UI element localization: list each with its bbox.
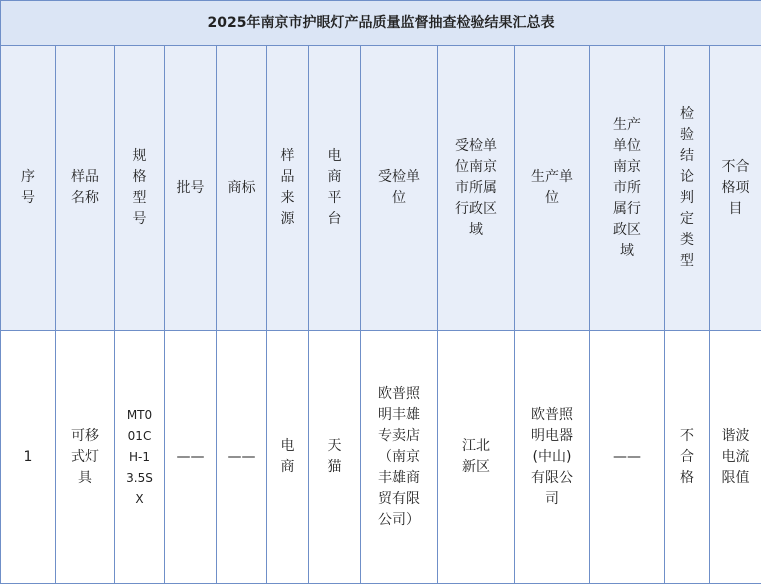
cell-trademark: —— — [227, 448, 256, 465]
cell-manufacturer: 欧普照明电器(中山)有限公司 — [531, 406, 573, 507]
cell-batch: —— — [176, 448, 205, 465]
table-cell — [267, 331, 309, 584]
cell-inspected-unit: 欧普照明丰雄专卖店（南京丰雄商贸有限公司） — [378, 385, 420, 528]
header-cell — [361, 46, 438, 331]
table-cell — [438, 331, 515, 584]
header-cell — [590, 46, 665, 331]
table-row — [1, 331, 761, 584]
header-batch: 批号 — [176, 179, 205, 196]
cell-conclusion-type: 不合格 — [680, 427, 694, 486]
cell-serial: 1 — [23, 448, 33, 465]
header-cell — [217, 46, 267, 331]
table-cell — [665, 331, 710, 584]
table-cell — [361, 331, 438, 584]
header-inspected-unit: 受检单位 — [378, 169, 420, 206]
header-cell — [515, 46, 590, 331]
table-cell — [710, 331, 761, 584]
cell-sample-name: 可移式灯具 — [71, 427, 99, 486]
header-inspected-unit-district: 受检单位南京市所属行政区域 — [455, 137, 497, 238]
cell-manufacturer-district: —— — [613, 448, 641, 465]
header-cell — [309, 46, 361, 331]
header-cell — [665, 46, 710, 331]
header-cell — [56, 46, 115, 331]
header-sample-name: 样品名称 — [71, 169, 99, 206]
table-title: 2025年南京市护眼灯产品质量监督抽查检验结果汇总表 — [1, 1, 761, 46]
header-cell — [710, 46, 761, 331]
cell-inspected-unit-district: 江北新区 — [462, 438, 490, 475]
cell-ecommerce-platform: 天猫 — [327, 438, 342, 475]
header-conclusion-type: 检验结论判定类型 — [680, 106, 694, 269]
table-cell — [1, 331, 56, 584]
header-cell — [1, 46, 56, 331]
header-spec-model: 规格型号 — [132, 148, 147, 227]
table-cell — [115, 331, 165, 584]
header-manufacturer-district: 生产单位南京市所属行政区域 — [613, 116, 641, 259]
header-cell — [115, 46, 165, 331]
header-sample-source: 样品来源 — [280, 148, 295, 227]
cell-sample-source: 电商 — [280, 438, 295, 475]
header-ecommerce-platform: 电商平台 — [327, 148, 342, 227]
table-cell — [217, 331, 267, 584]
header-manufacturer: 生产单位 — [531, 169, 573, 206]
header-serial: 序号 — [21, 169, 35, 206]
header-cell — [165, 46, 217, 331]
header-nonconforming-items: 不合格项目 — [721, 158, 750, 217]
header-trademark: 商标 — [227, 179, 256, 196]
table-cell — [590, 331, 665, 584]
table-cell — [309, 331, 361, 584]
header-cell — [438, 46, 515, 331]
cell-nonconforming-items: 谐波电流限值 — [721, 427, 750, 486]
table-cell — [56, 331, 115, 584]
header-cell — [267, 46, 309, 331]
cell-spec-model: MT001CH-13.5SX — [126, 407, 153, 506]
table-cell — [515, 331, 590, 584]
table-cell — [165, 331, 217, 584]
